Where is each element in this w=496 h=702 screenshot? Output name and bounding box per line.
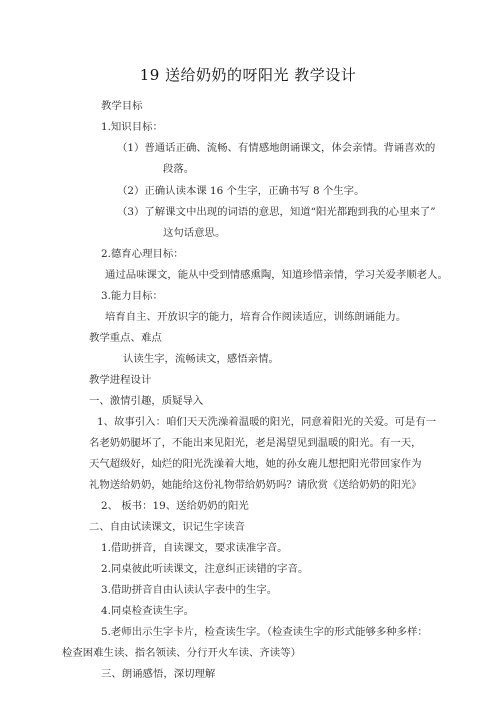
section-heading-process: 教学进程设计: [89, 374, 152, 386]
section-heading-part-3: 三、朗诵感悟，深切理解: [101, 668, 216, 680]
section-heading-part-1: 一、激情引趣，质疑导入: [89, 395, 204, 407]
section-heading-objectives: 教学目标: [101, 100, 143, 112]
document-title: 19 送给奶奶的呀阳光 教学设计: [139, 66, 357, 84]
text-line: 检查困难生读、指名领读、分行开火车读、齐读等）: [62, 647, 301, 659]
text-line: （1）普通话正确、流畅、有情感地朗诵课文，体会亲情。背诵喜欢的: [117, 142, 436, 154]
text-line: 5.老师出示生字卡片，检查读生字。（检查读生字的形式能够多种多样：: [101, 626, 428, 638]
text-line: 1、故事引入：咱们天天洗澡着温暖的阳光，同意着阳光的关爱。可是有一: [97, 416, 437, 428]
text-line: 3.借助拼音自由认读认字表中的生字。: [101, 584, 278, 596]
section-heading-key-points: 教学重点、难点: [89, 332, 162, 344]
subheading-ability-goal: 3.能力目标：: [101, 290, 163, 302]
text-line: 1.借助拼音，自读课文，要求读准字音。: [101, 542, 288, 554]
text-line: 段落。: [163, 163, 195, 175]
text-line: 这句话意思。: [163, 227, 226, 239]
text-line: 2、 板书：19、送给奶奶的阳光: [101, 500, 249, 512]
text-line: 名老奶奶腿坏了，不能出来见阳光，老是渴望见到温暖的阳光。有一天，: [89, 437, 422, 449]
text-line: （3）了解课文中出现的词语的意思，知道“阳光都跑到我的心里来了”: [117, 206, 436, 218]
text-line: 通过品味课文，能从中受到情感熏陶，知道珍惜亲情，学习关爱孝顺老人。: [105, 269, 448, 281]
text-line: 4.同桌检查读生字。: [101, 605, 195, 617]
section-heading-part-2: 二、自由试读课文，识记生字读音: [89, 521, 245, 533]
subheading-moral-goal: 2.德育心理目标：: [101, 248, 184, 260]
text-line: （2）正确认读本课 16 个生字，正确书写 8 个生字。: [117, 185, 365, 197]
subheading-knowledge-goal: 1.知识目标：: [101, 121, 163, 133]
text-line: 培育自主、开放识字的能力，培育合作阅读适应，训练朗诵能力。: [105, 311, 407, 323]
text-line: 礼物送给奶奶，她能给这份礼物带给奶奶吗？请欣赏《送给奶奶的阳光》: [89, 479, 422, 491]
text-line: 认读生字，流畅读文，感悟亲情。: [123, 353, 279, 365]
text-line: 天气超级好，灿烂的阳光洗澡着大地，她的孙女鹿儿想把阳光带回家作为: [89, 458, 422, 470]
text-line: 2.同桌彼此听读课文，注意纠正读错的字音。: [101, 563, 309, 575]
